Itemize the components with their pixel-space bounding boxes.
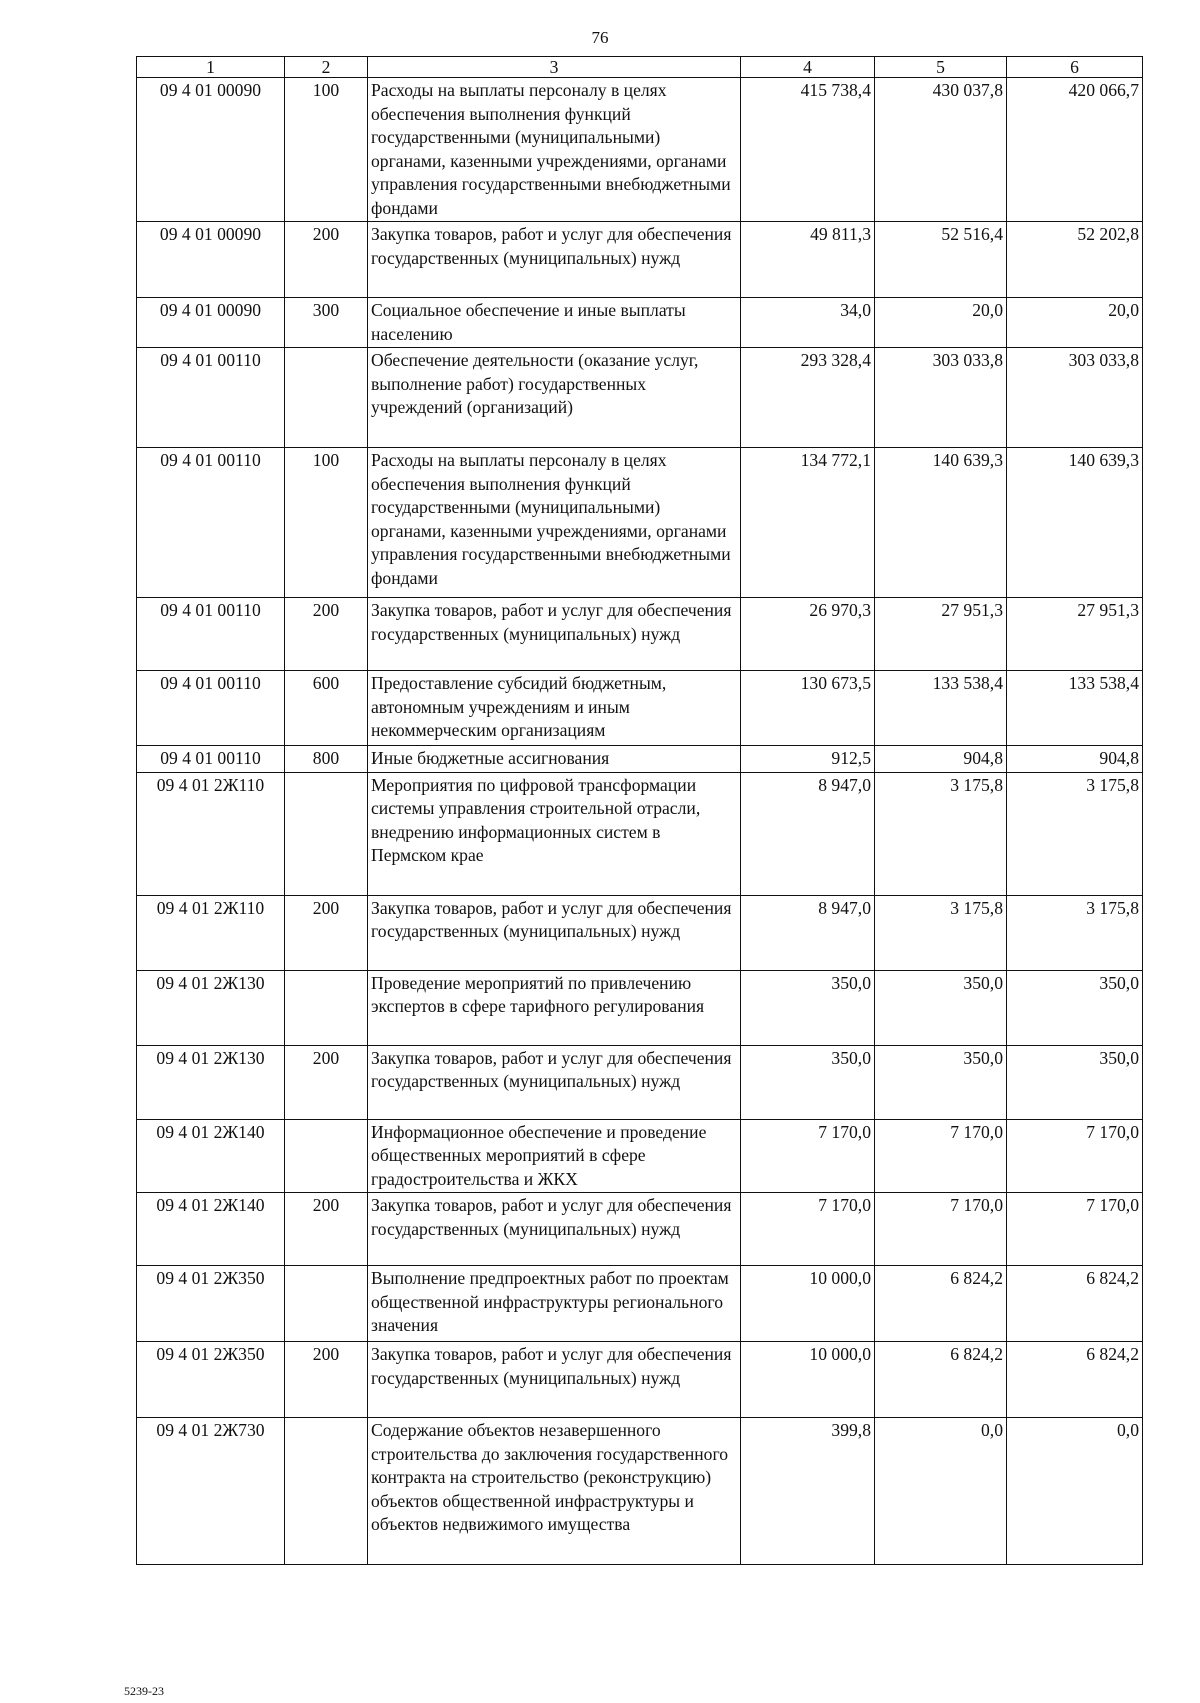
cell-amount-col4: 130 673,5 [741, 671, 875, 746]
cell-description: Социальное обеспечение и иные выплаты населению [368, 298, 741, 348]
column-header-1: 1 [137, 57, 285, 78]
cell-expense-type: 800 [285, 746, 368, 773]
cell-description: Закупка товаров, работ и услуг для обеспечения государственных (муниципальных) нужд [368, 895, 741, 970]
cell-amount-col6: 7 170,0 [1007, 1193, 1143, 1266]
cell-amount-col5: 140 639,3 [875, 448, 1007, 598]
cell-amount-col6: 52 202,8 [1007, 222, 1143, 298]
cell-amount-col6: 350,0 [1007, 1045, 1143, 1119]
cell-amount-col5: 0,0 [875, 1418, 1007, 1565]
cell-amount-col4: 10 000,0 [741, 1342, 875, 1418]
table-row [137, 970, 1143, 1045]
cell-amount-col5: 6 824,2 [875, 1266, 1007, 1342]
cell-amount-col4: 293 328,4 [741, 348, 875, 448]
cell-amount-col6: 6 824,2 [1007, 1342, 1143, 1418]
cell-code: 09 4 01 2Ж110 [137, 895, 285, 970]
cell-code: 09 4 01 00110 [137, 448, 285, 598]
cell-amount-col6: 904,8 [1007, 746, 1143, 773]
cell-amount-col5: 133 538,4 [875, 671, 1007, 746]
cell-description: Закупка товаров, работ и услуг для обеспечения государственных (муниципальных) нужд [368, 1045, 741, 1119]
cell-amount-col4: 7 170,0 [741, 1119, 875, 1193]
cell-amount-col6: 27 951,3 [1007, 598, 1143, 671]
cell-code: 09 4 01 00110 [137, 671, 285, 746]
cell-description: Предоставление субсидий бюджетным, автономным учреждениям и иным некоммерческим организациям [368, 671, 741, 746]
table-row [137, 448, 1143, 598]
cell-amount-col4: 912,5 [741, 746, 875, 773]
cell-code: 09 4 01 2Ж730 [137, 1418, 285, 1565]
cell-expense-type [285, 1418, 368, 1565]
cell-expense-type [285, 1119, 368, 1193]
cell-amount-col6: 350,0 [1007, 970, 1143, 1045]
column-header-3: 3 [368, 57, 741, 78]
cell-code: 09 4 01 00110 [137, 746, 285, 773]
table-row [137, 222, 1143, 298]
column-header-2: 2 [285, 57, 368, 78]
cell-expense-type [285, 348, 368, 448]
cell-amount-col4: 415 738,4 [741, 78, 875, 222]
cell-amount-col4: 8 947,0 [741, 772, 875, 895]
cell-amount-col6: 133 538,4 [1007, 671, 1143, 746]
cell-code: 09 4 01 2Ж110 [137, 772, 285, 895]
cell-description: Информационное обеспечение и проведение общественных мероприятий в сфере градостроительства и ЖКХ [368, 1119, 741, 1193]
cell-amount-col6: 0,0 [1007, 1418, 1143, 1565]
cell-amount-col5: 7 170,0 [875, 1193, 1007, 1266]
table-row [137, 598, 1143, 671]
cell-expense-type: 200 [285, 598, 368, 671]
cell-description: Закупка товаров, работ и услуг для обеспечения государственных (муниципальных) нужд [368, 1342, 741, 1418]
cell-amount-col5: 904,8 [875, 746, 1007, 773]
cell-expense-type: 100 [285, 78, 368, 222]
cell-amount-col4: 26 970,3 [741, 598, 875, 671]
cell-expense-type: 200 [285, 1342, 368, 1418]
cell-code: 09 4 01 2Ж140 [137, 1193, 285, 1266]
cell-expense-type: 300 [285, 298, 368, 348]
cell-amount-col4: 7 170,0 [741, 1193, 875, 1266]
cell-expense-type: 200 [285, 895, 368, 970]
table-row [137, 895, 1143, 970]
cell-amount-col5: 303 033,8 [875, 348, 1007, 448]
cell-expense-type [285, 1266, 368, 1342]
cell-code: 09 4 01 00090 [137, 222, 285, 298]
document-code: 5239-23 [124, 1684, 164, 1698]
cell-description: Закупка товаров, работ и услуг для обеспечения государственных (муниципальных) нужд [368, 598, 741, 671]
cell-amount-col5: 27 951,3 [875, 598, 1007, 671]
cell-amount-col6: 6 824,2 [1007, 1266, 1143, 1342]
cell-code: 09 4 01 00090 [137, 298, 285, 348]
cell-amount-col6: 3 175,8 [1007, 772, 1143, 895]
cell-description: Проведение мероприятий по привлечению экспертов в сфере тарифного регулирования [368, 970, 741, 1045]
cell-code: 09 4 01 00110 [137, 598, 285, 671]
cell-description: Расходы на выплаты персоналу в целях обеспечения выполнения функций государственными (муниципальными) органами, казенными учреждениями, органами управления государственными внебюджетными фондами [368, 78, 741, 222]
column-header-4: 4 [741, 57, 875, 78]
cell-amount-col5: 7 170,0 [875, 1119, 1007, 1193]
table-row [137, 298, 1143, 348]
table-row [137, 1266, 1143, 1342]
column-header-5: 5 [875, 57, 1007, 78]
table-row [137, 348, 1143, 448]
cell-amount-col5: 6 824,2 [875, 1342, 1007, 1418]
cell-amount-col4: 8 947,0 [741, 895, 875, 970]
cell-code: 09 4 01 2Ж130 [137, 1045, 285, 1119]
cell-expense-type: 200 [285, 222, 368, 298]
cell-description: Выполнение предпроектных работ по проектам общественной инфраструктуры регионального значения [368, 1266, 741, 1342]
page-number: 76 [591, 28, 609, 47]
cell-amount-col5: 350,0 [875, 1045, 1007, 1119]
cell-expense-type: 600 [285, 671, 368, 746]
table-header-row [137, 57, 1143, 78]
cell-amount-col5: 430 037,8 [875, 78, 1007, 222]
cell-amount-col4: 399,8 [741, 1418, 875, 1565]
cell-description: Содержание объектов незавершенного строительства до заключения государственного контракта на строительство (реконструкцию) объектов общественной инфраструктуры и объектов недвижимого имущества [368, 1418, 741, 1565]
cell-code: 09 4 01 00110 [137, 348, 285, 448]
cell-description: Закупка товаров, работ и услуг для обеспечения государственных (муниципальных) нужд [368, 222, 741, 298]
cell-amount-col5: 3 175,8 [875, 772, 1007, 895]
cell-amount-col6: 3 175,8 [1007, 895, 1143, 970]
cell-amount-col4: 49 811,3 [741, 222, 875, 298]
table-row [137, 1193, 1143, 1266]
cell-amount-col5: 52 516,4 [875, 222, 1007, 298]
cell-amount-col4: 34,0 [741, 298, 875, 348]
table-row [137, 1119, 1143, 1193]
column-header-6: 6 [1007, 57, 1143, 78]
cell-amount-col6: 303 033,8 [1007, 348, 1143, 448]
table-row [137, 1418, 1143, 1565]
cell-amount-col5: 20,0 [875, 298, 1007, 348]
budget-table [136, 56, 1143, 1565]
table-row [137, 746, 1143, 773]
table-row [137, 78, 1143, 222]
cell-description: Обеспечение деятельности (оказание услуг, выполнение работ) государственных учреждений (организаций) [368, 348, 741, 448]
cell-amount-col6: 7 170,0 [1007, 1119, 1143, 1193]
cell-code: 09 4 01 2Ж130 [137, 970, 285, 1045]
cell-code: 09 4 01 2Ж350 [137, 1266, 285, 1342]
cell-expense-type: 100 [285, 448, 368, 598]
cell-amount-col5: 350,0 [875, 970, 1007, 1045]
cell-description: Расходы на выплаты персоналу в целях обеспечения выполнения функций государственными (муниципальными) органами, казенными учреждениями, органами управления государственными внебюджетными фондами [368, 448, 741, 598]
cell-code: 09 4 01 2Ж350 [137, 1342, 285, 1418]
cell-description: Иные бюджетные ассигнования [368, 746, 741, 773]
cell-expense-type [285, 970, 368, 1045]
table-row [137, 772, 1143, 895]
cell-amount-col6: 20,0 [1007, 298, 1143, 348]
cell-amount-col4: 350,0 [741, 1045, 875, 1119]
cell-amount-col5: 3 175,8 [875, 895, 1007, 970]
cell-expense-type: 200 [285, 1193, 368, 1266]
cell-amount-col6: 420 066,7 [1007, 78, 1143, 222]
cell-description: Мероприятия по цифровой трансформации системы управления строительной отрасли, внедрению информационных систем в Пермском крае [368, 772, 741, 895]
table-row [137, 1342, 1143, 1418]
cell-expense-type [285, 772, 368, 895]
cell-code: 09 4 01 00090 [137, 78, 285, 222]
cell-description: Закупка товаров, работ и услуг для обеспечения государственных (муниципальных) нужд [368, 1193, 741, 1266]
cell-amount-col4: 350,0 [741, 970, 875, 1045]
table-row [137, 1045, 1143, 1119]
cell-code: 09 4 01 2Ж140 [137, 1119, 285, 1193]
cell-amount-col6: 140 639,3 [1007, 448, 1143, 598]
cell-amount-col4: 134 772,1 [741, 448, 875, 598]
table-row [137, 671, 1143, 746]
cell-amount-col4: 10 000,0 [741, 1266, 875, 1342]
cell-expense-type: 200 [285, 1045, 368, 1119]
